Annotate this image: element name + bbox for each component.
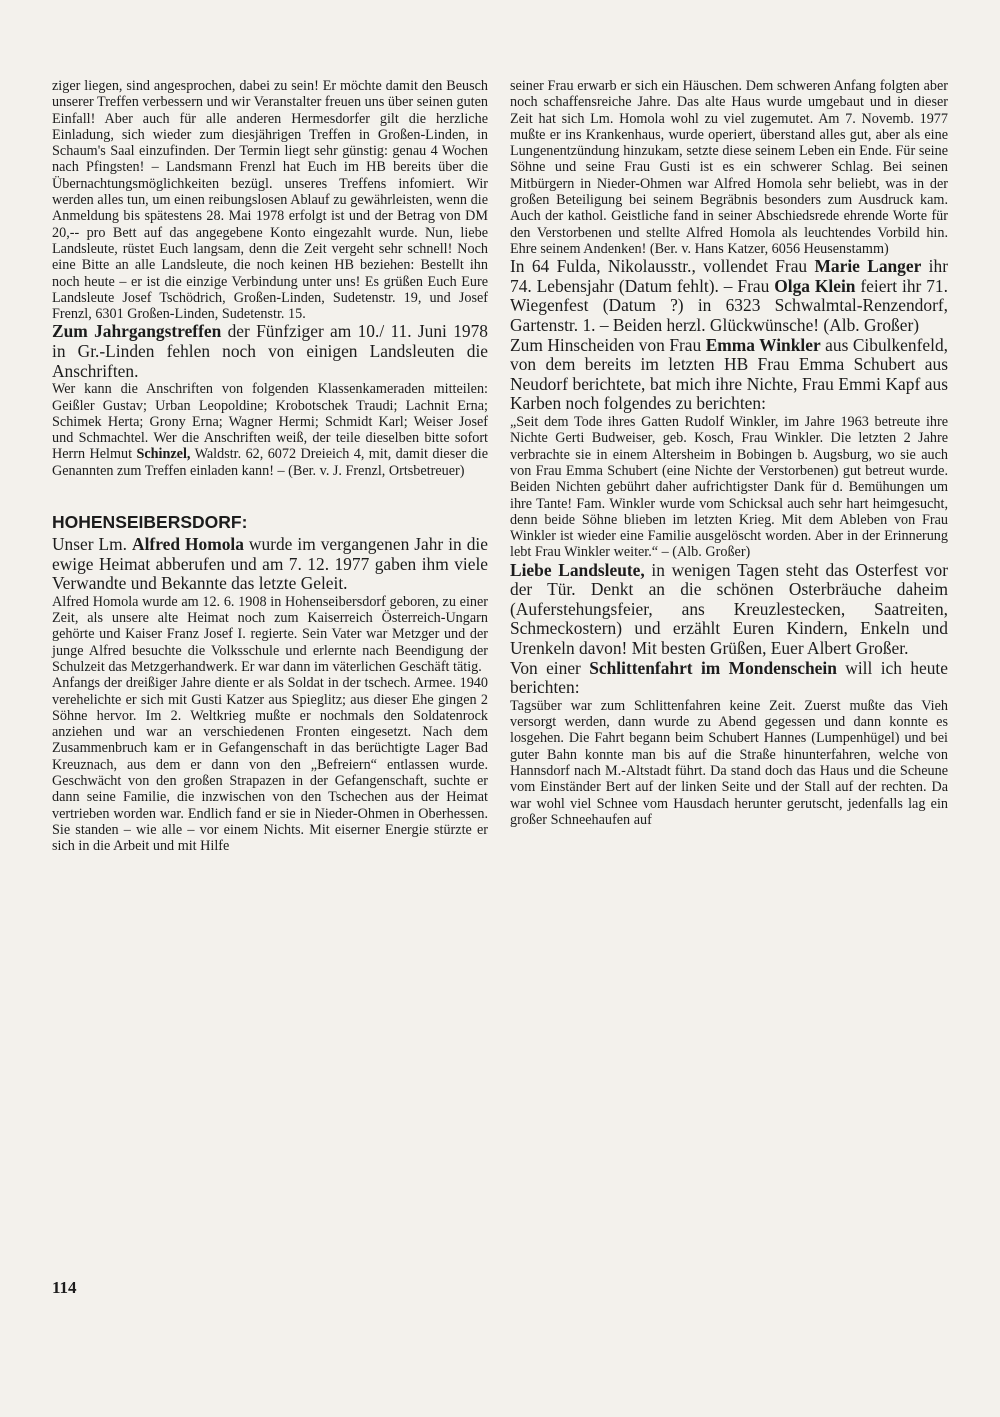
treffen-paragraph: ziger liegen, sind angesprochen, dabei zu sein! Er möchte damit den Beusch unserer Treffen verbessern und wir Veranstalter freuen uns über seinen guten Einfall! Aber auch für alle anderen Hermesdorfer gilt die herzliche Einladung, sich wieder zum diesjährigen Treffen in Großen-Linden, in Schaum's Saal einzufinden. Der Termin liegt sehr günstig: genau 4 Wochen nach Pfingsten! – Landsmann Frenzl hat Euch im HB bereits über die Übernachtungsmöglichkeiten bezügl. unseres Treffens infomiert. Wir werden alles tun, um einen reibungslosen Ablauf zu gewährleisten, wenn die Anmeldung bis spätestens 28. Mai 1978 erfolgt ist und der Betrag von DM 20,-- pro Bett auf das angegebene Konto eingezahlt wurde. Nun, liebe Landsleute, rüstet Euch langsam, denn die Zeit vergeht sehr schnell! Noch eine Bitte an alle Landsleute, die noch keinen HB beziehen: Bestellt ihn noch heute – er ist die einzige Verbindung unter uns! Es grüßen Euch Eure Landsleute Josef Tschödrich, Großen-Linden, Sudetenstr. 19, und Josef Frenzl, 6301 Großen-Linden, Sudetenstr. 15. [52,78,488,323]
ostern-text: in wenigen Tagen steht das Osterfest vor der Tür. Denkt an die schönen Osterbräuche daheim (Auferstehungsfeier, ans Kreuzlestecken, Saatreiten, Schmeckostern) und erzählt Euren Kindern, Enkeln und Urenkeln davon! Mit besten Grüßen, Euer Albert Großer. [510,559,948,659]
homola-name: Alfred Homola [132,534,244,555]
section-heading-hohenseibersdorf: HOHENSEIBERSDORF: [52,512,248,533]
birthdays-paragraph [510,257,948,335]
anschriften-paragraph [52,381,488,479]
schlittenfahrt-intro-b: will ich heute berichten: [510,657,948,698]
schlittenfahrt-paragraph: Tagsüber war zum Schlittenfahren keine Zeit. Zuerst mußte das Vieh versorgt werden, dann wurde zu Abend gegessen und dann konnte es losgehen. Die Fahrt begann beim Schubert Hannes (Lumpenhügel) und bei guter Bahn konnte man bis auf die Straße hinunterfahren, welche von Hannsdorf nach M.-Altstadt führt. Da stand doch das Haus und die Scheune vom Einständer Bert auf der linken Seite und der Stall auf der rechten. Da war wohl viel Schnee vom Hausdach herunter gerutscht, jedenfalls lag ein großer Schneehaufen auf [510,697,948,828]
schlittenfahrt-intro-a: Von einer [510,657,590,678]
homola-life-paragraph: Anfangs der dreißiger Jahre diente er als Soldat in der tschech. Armee. 1940 verehelichte er sich mit Gusti Katzer aus Spieglitz; aus dieser Ehe gingen 2 Söhne hervor. Im 2. Weltkrieg mußte er nochmals den Soldatenrock anziehen und war an verschiedenen Fronten eingesetzt. Nach dem Zusammenbruch kam er in Gefangenschaft in das berüchtigte Lager Bad Kreuznach, aus dem er dann von den „Befreiern“ entlassen wurde. Geschwächt von den großen Strapazen in der Gefangenschaft, suchte er dann seine Familie, die inzwischen von den Tschechen aus der Heimat vertrieben worden war. Endlich fand er sie in Nieder-Ohmen in Oberhessen. Sie standen – wie alle – vor einem Nichts. Mit eiserner Energie stürzte er sich in die Arbeit und mit Hilfe [52,675,488,855]
marie-langer-name: Marie Langer [814,256,922,277]
page-number: 114 [52,1278,77,1297]
homola-intro-paragraph [52,535,488,594]
homola-bio-paragraph: Alfred Homola wurde am 12. 6. 1908 in Hohenseibersdorf geboren, zu einer Zeit, als unsere alte Heimat noch zum Kaiserreich Österreich-Ungarn gehörte und Kaiser Franz Josef I. regierte. Sein Vater war Metzger und der junge Alfred besuchte die Volksschule und erlernte nach Beendigung der Schulzeit das Metzgerhandwerk. Er war dann im väterlichen Geschäft tätig. [52,593,488,675]
winkler-intro-paragraph [510,336,948,414]
homola-intro-b: wurde im vergangenen Jahr in die ewige Heimat abberufen und am 7. 12. 1977 gaben ihm viele Verwandte und Bekannte das letzte Geleit. [52,534,488,594]
ostern-paragraph [510,561,948,659]
homola-intro-a: Unser Lm. [52,534,133,555]
right-column [510,78,948,828]
schlittenfahrt-intro-paragraph [510,659,948,698]
anschriften-text-b: Waldstr. 62, 6072 Dreieich 4, mit, damit dieser die Genannten zum Treffen einladen kann! – (Ber. v. J. Frenzl, Ortsbetreuer) [52,446,488,479]
emma-winkler-name: Emma Winkler [705,334,821,355]
schinzel-name: Schinzel, [136,446,191,463]
birthdays-text-a: In 64 Fulda, Nikolausstr., vollendet Frau [510,256,815,277]
winkler-intro-a: Zum Hinscheiden von Frau [510,334,706,355]
birthdays-text-b: ihr 74. Lebensjahr (Datum fehlt). – Frau [510,256,949,296]
anschriften-text-a: Wer kann die Anschriften von folgenden Klassenkameraden mitteilen: Geißler Gustav; Urban Leopoldine; Krobotschek Traudi; Lachnit Erna; Schimek Herta; Grony Erna; Wagner Hermi; Schmidt Karl; Weiser Josef und Schmachtel. Wer die Anschriften weiß, der teile dieselben bitte sofort Herrn Helmut [52,381,488,463]
left-column [52,78,488,855]
jahrgangstreffen-title: Zum Jahrgangstreffen [52,321,222,342]
jahrgangstreffen-paragraph [52,322,488,381]
winkler-intro-b: aus Cibulkenfeld, von dem bereits im letzten HB Frau Emma Schubert aus Neudorf berichtete, bat mich ihre Nichte, Frau Emmi Kapf aus Karben noch folgendes zu berichten: [510,334,948,414]
schlittenfahrt-title: Schlittenfahrt im Mondenschein [589,657,837,678]
winkler-quote-paragraph: „Seit dem Tode ihres Gatten Rudolf Winkler, im Jahre 1963 betreute ihre Nichte Gerti Budweiser, geb. Kosch, Frau Winkler. Die letzten 2 Jahre verbrachte sie in einem Altersheim in Bobingen b. Augsburg, wo sie auch von Frau Emma Schubert (eine Nichte der Verstorbenen) gut betreut wurde. Beiden Nichten gebührt daher aufrichtigster Dank für d. Bemühungen um ihre Tante! Fam. Winkler wurde vom Schicksal auch sehr hart heimgesucht, denn beide Söhne blieben im letzten Krieg. Mit dem Ableben von Frau Winkler ist wieder eine Familie ausgelöscht worden. Aber in der Erinnerung lebt Frau Winkler weiter.“ – (Alb. Großer) [510,414,948,561]
birthdays-text-c: feiert ihr 71. Wiegenfest (Datum ?) in 6323 Schwalmtal-Renzendorf, Gartenstr. 1. – Beiden herzl. Glückwünsche! (Alb. Großer) [510,275,948,336]
jahrgangstreffen-text: der Fünfziger am 10./ 11. Juni 1978 in Gr.-Linden fehlen noch von einigen Landsleuten die Anschriften. [52,321,488,381]
homola-continued-paragraph: seiner Frau erwarb er sich ein Häuschen. Dem schweren Anfang folgten aber noch schaffensreiche Jahre. Das alte Haus wurde umgebaut und in dieser Zeit hat sich Lm. Homola wohl zu viel zugemutet. Am 7. Novemb. 1977 mußte er ins Krankenhaus, wurde operiert, überstand alles gut, aber als eine Lungenentzündung hinzukam, setzte diese seinem Leben ein Ende. Für seine Söhne und seine Frau Gusti ist es ein schwerer Schlag. Bei seinen Mitbürgern in Nieder-Ohmen war Alfred Homola sehr beliebt, was in der großen Beteiligung bei seinem Begräbnis besonders zum Ausdruck kam. Auch der kathol. Geistliche fand in seiner Abschiedsrede ehrende Worte für den Verstorbenen und stellte Alfred Homola als leuchtendes Vorbild hin. Ehre seinem Andenken! (Ber. v. Hans Katzer, 6056 Heusenstamm) [510,78,948,257]
olga-klein-name: Olga Klein [774,275,856,296]
liebe-landsleute-title: Liebe Landsleute, [510,559,645,580]
